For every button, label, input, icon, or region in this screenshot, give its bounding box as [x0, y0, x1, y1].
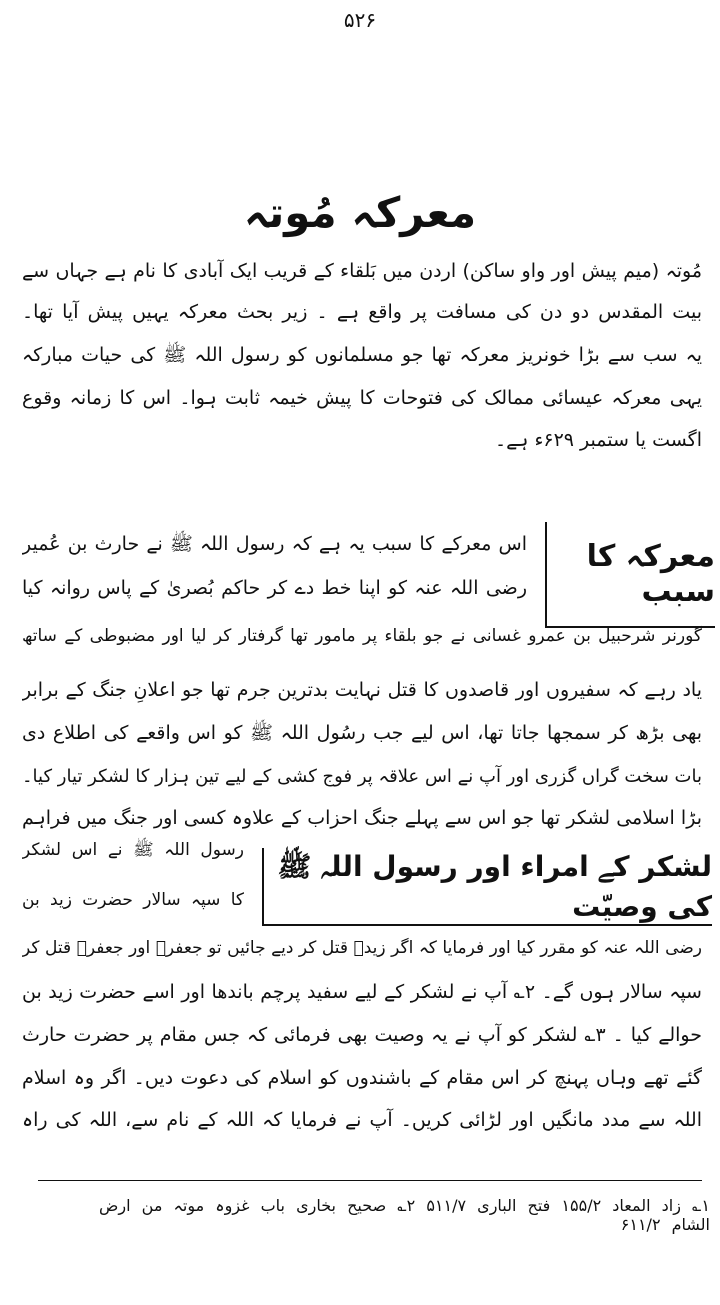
chapter-title: معرکہ مُوتہ	[243, 188, 477, 237]
text-line: یہ سب سے بڑا خونریز معرکہ تھا جو مسلمانوں کو رسول اللہ ﷺ کی حیات مبارکہ	[22, 344, 702, 366]
text-line: مُوتہ (میم پیش اور واو ساکن) اردن میں بَلقاء کے قریب ایک آبادی کا نام ہے جہاں سے	[22, 260, 702, 282]
text-line: بیت المقدس دو دن کی مسافت پر واقع ہے ۔ زیر بحث معرکہ یہیں پیش آیا تھا۔	[22, 301, 702, 323]
text-line: بڑا اسلامی لشکر تھا جو اس سے پہلے جنگ احزاب کے علاوہ کسی اور جنگ میں فراہم	[22, 807, 702, 829]
text-line: رضی اللہ عنہ کو مقرر کیا اور فرمایا کہ اگر زیدؓ قتل کر دیے جائیں تو جعفرؓ اور جعفرؓ قتل کر	[22, 938, 702, 958]
text-line: رسول اللہ ﷺ نے اس لشکر	[22, 840, 244, 860]
text-line: اللہ سے مدد مانگیں اور لڑائی کریں۔ آپ نے فرمایا کہ اللہ کے نام سے، اللہ کی راہ	[22, 1109, 702, 1131]
text-line: رضی اللہ عنہ کو اپنا خط دے کر حاکم بُصریٰ کے پاس روانہ کیا	[22, 577, 527, 599]
section-heading-box	[262, 848, 712, 926]
page-number: ۵۲۶	[343, 8, 377, 32]
section-heading: لشکر کے امراء اور رسول اللہ ﷺ کی وصیّت	[277, 849, 712, 923]
section-heading-box	[545, 522, 715, 628]
text-line: گورنر شرحبیل بن عمرو غسانی نے جو بلقاء پر مامور تھا گرفتار کر لیا اور مضبوطی کے ساتھ	[22, 626, 702, 646]
text-line: سپہ سالار ہوں گے۔ ۲؎ آپ نے لشکر کے لیے سفید پرچم باندھا اور اسے حضرت زید بن	[22, 981, 702, 1003]
text-line: کا سپہ سالار حضرت زید بن	[22, 890, 244, 910]
text-line: بات سخت گراں گزری اور آپ نے اس علاقہ پر فوج کشی کے لیے تین ہزار کا لشکر تیار کیا۔	[22, 766, 702, 787]
section-heading: معرکہ کا سبب	[586, 539, 715, 609]
text-line: گئے تھے وہاں پہنچ کر اس مقام کے باشندوں کو اسلام کی دعوت دیں۔ اگر وہ اسلام	[22, 1067, 702, 1089]
footnote: ۱؎ زاد المعاد ۱۵۵/۲ فتح الباری ۵۱۱/۷ ۲؎ صحیح بخاری باب غزوہ موتہ من ارض الشام ۶۱۱/۲	[99, 1196, 710, 1234]
text-line: اس معرکے کا سبب یہ ہے کہ رسول اللہ ﷺ نے حارث بن عُمیر	[22, 533, 527, 555]
text-line: حوالے کیا ۔ ۳؎ لشکر کو آپ نے یہ وصیت بھی فرمائی کہ جس مقام پر حضرت حارث	[22, 1024, 702, 1046]
footnote-divider	[38, 1180, 702, 1181]
text-line: اگست یا ستمبر ۶۲۹ء ہے۔	[495, 429, 702, 451]
text-line: بھی بڑھ کر سمجھا جاتا تھا، اس لیے جب رسُول اللہ ﷺ کو اس واقعے کی اطلاع دی	[22, 722, 702, 744]
text-line: یاد رہے کہ سفیروں اور قاصدوں کا قتل نہایت بدترین جرم تھا جو اعلانِ جنگ کے برابر	[22, 679, 702, 701]
text-line: یہی معرکہ عیسائی ممالک کی فتوحات کا پیش خیمہ ثابت ہوا۔ اس کا زمانہ وقوع	[22, 387, 702, 409]
